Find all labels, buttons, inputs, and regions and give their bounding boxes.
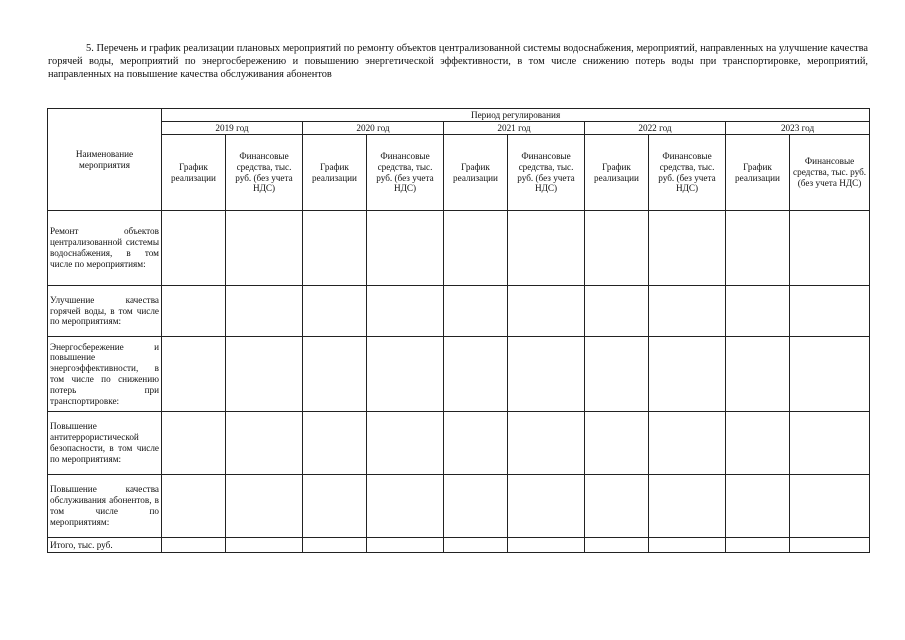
year-header: 2019 год [162, 122, 303, 135]
table-cell [367, 337, 444, 412]
year-header: 2020 год [303, 122, 444, 135]
year-header: 2023 год [726, 122, 870, 135]
table-cell [367, 475, 444, 538]
finance-header: Финансовые средства, тыс. руб. (без учета НДС) [790, 135, 870, 211]
table-cell [226, 211, 303, 286]
table-cell [367, 286, 444, 337]
table-cell [726, 412, 790, 475]
table-cell [303, 412, 367, 475]
schedule-header: График реализации [726, 135, 790, 211]
activities-table [47, 108, 870, 553]
finance-header: Финансовые средства, тыс. руб. (без учета НДС) [367, 135, 444, 211]
table-cell [790, 538, 870, 553]
table-cell [444, 211, 508, 286]
table-cell [585, 475, 649, 538]
table-cell [367, 211, 444, 286]
table-cell [226, 538, 303, 553]
table-cell [726, 286, 790, 337]
table-cell [726, 337, 790, 412]
table-cell [790, 211, 870, 286]
row-name: Улучшение качества горячей воды, в том числе по мероприятиям: [48, 286, 162, 337]
table-cell [444, 337, 508, 412]
table-cell [649, 337, 726, 412]
table-cell [162, 475, 226, 538]
table-cell [367, 412, 444, 475]
table-cell [303, 211, 367, 286]
table-cell [162, 538, 226, 553]
header-row-years [48, 122, 870, 135]
schedule-header: График реализации [162, 135, 226, 211]
table-cell [649, 412, 726, 475]
table-cell [303, 475, 367, 538]
table-row [48, 337, 870, 412]
schedule-header: График реализации [444, 135, 508, 211]
finance-header: Финансовые средства, тыс. руб. (без учета НДС) [649, 135, 726, 211]
table-cell [508, 286, 585, 337]
table-cell [508, 337, 585, 412]
table-row [48, 211, 870, 286]
table-cell [585, 211, 649, 286]
table-cell [303, 538, 367, 553]
finance-header: Финансовые средства, тыс. руб. (без учета НДС) [226, 135, 303, 211]
table-cell [226, 337, 303, 412]
table-cell [162, 211, 226, 286]
row-name: Ремонт объектов централизованной системы водоснабжения, в том числе по мероприятиям: [48, 211, 162, 286]
table-cell [585, 538, 649, 553]
table-row [48, 475, 870, 538]
table-cell [790, 475, 870, 538]
year-header: 2022 год [585, 122, 726, 135]
section-heading: 5. Перечень и график реализации плановых мероприятий по ремонту объектов централизованной системы водоснабжения, мероприятий, направленных на улучшение качества горячей воды, мероприятий по энергосбережению и повышению энергетической эффективности, в том числе снижению потерь воды при транспортировке, мероприятий, направленных на повышение качества обслуживания абонентов [48, 43, 868, 80]
table-cell [367, 538, 444, 553]
table-cell [444, 286, 508, 337]
name-header: Наименование мероприятия [48, 109, 162, 211]
table-cell [726, 475, 790, 538]
table-cell [508, 475, 585, 538]
table-cell [790, 337, 870, 412]
total-label: Итого, тыс. руб. [48, 538, 162, 553]
table-row [48, 412, 870, 475]
table-cell [585, 412, 649, 475]
table-cell [649, 286, 726, 337]
table-cell [649, 475, 726, 538]
table-cell [226, 286, 303, 337]
table-cell [303, 337, 367, 412]
table-cell [444, 538, 508, 553]
schedule-header: График реализации [585, 135, 649, 211]
row-name: Повышение качества обслуживания абонентов, в том числе по мероприятиям: [48, 475, 162, 538]
table-cell [162, 286, 226, 337]
row-name: Повышение антитеррористической безопасности, в том числе по мероприятиям: [48, 412, 162, 475]
period-header: Период регулирования [162, 109, 870, 122]
table-cell [726, 538, 790, 553]
table-cell [508, 538, 585, 553]
table-cell [508, 412, 585, 475]
schedule-header: График реализации [303, 135, 367, 211]
header-row-subcolumns [48, 135, 870, 211]
table-cell [444, 475, 508, 538]
table-cell [508, 211, 585, 286]
header-row-period [48, 109, 870, 122]
finance-header: Финансовые средства, тыс. руб. (без учета НДС) [508, 135, 585, 211]
table-cell [726, 211, 790, 286]
table-cell [585, 337, 649, 412]
total-row [48, 538, 870, 553]
table-cell [226, 475, 303, 538]
table-cell [649, 211, 726, 286]
table-cell [162, 412, 226, 475]
table-cell [303, 286, 367, 337]
table-cell [585, 286, 649, 337]
table-cell [649, 538, 726, 553]
table-row [48, 286, 870, 337]
table-cell [790, 412, 870, 475]
row-name: Энергосбережение и повышение энергоэффективности, в том числе по снижению потерь при транспортировке: [48, 337, 162, 412]
table-cell [790, 286, 870, 337]
table-cell [444, 412, 508, 475]
table-cell [226, 412, 303, 475]
table-cell [162, 337, 226, 412]
year-header: 2021 год [444, 122, 585, 135]
